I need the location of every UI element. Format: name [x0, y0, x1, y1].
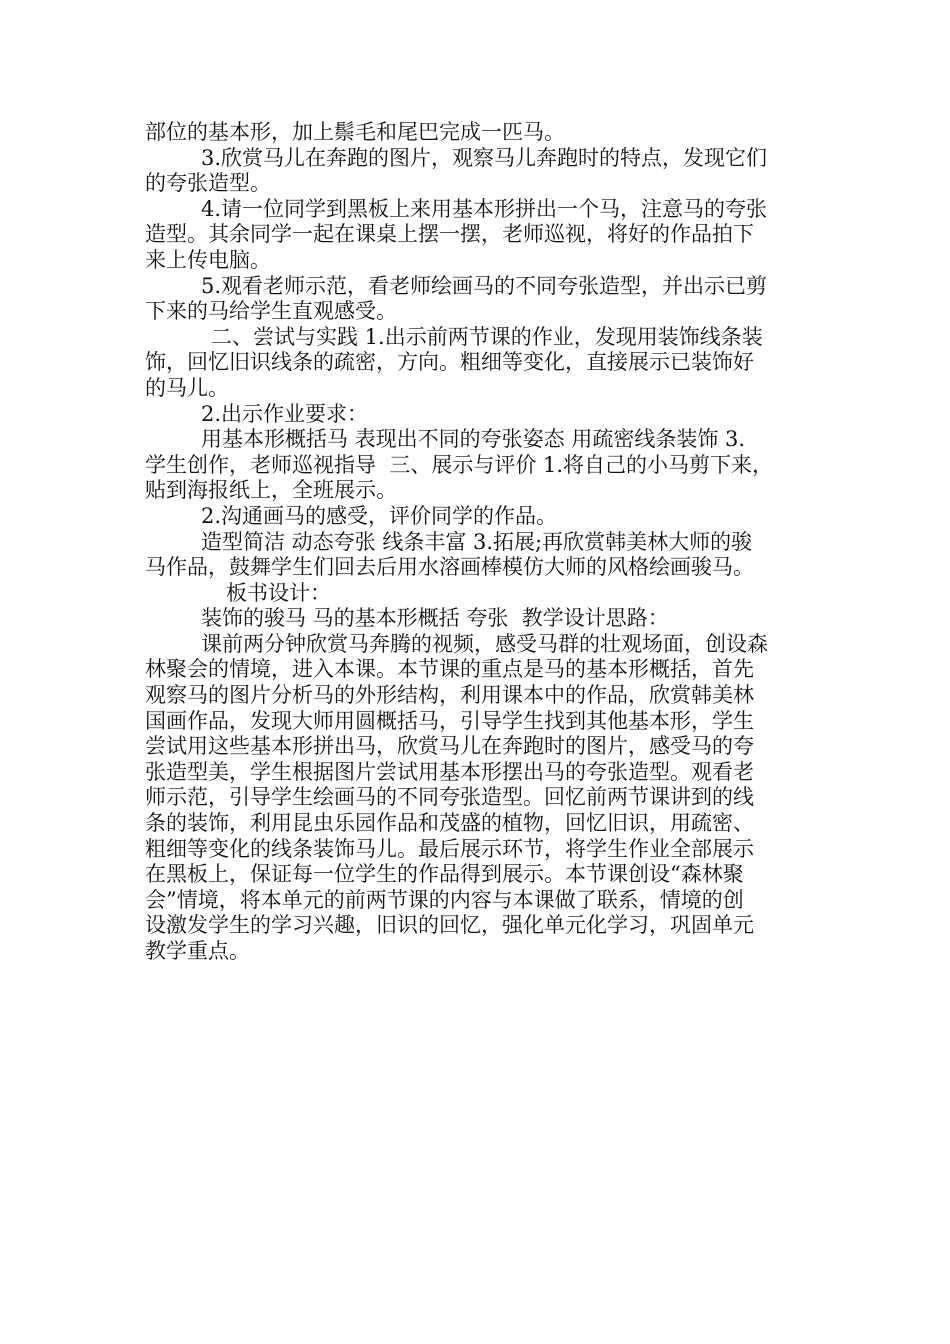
text-line: 张造型美，学生根据图片尝试用基本形摆出马的夸张造型。观看老	[145, 759, 754, 784]
document-body	[145, 120, 810, 965]
text-line: 2.沟通画马的感受，评价同学的作品。	[201, 503, 558, 528]
text-line: 设激发学生的学习兴趣，旧识的回忆，强化单元化学习，巩固单元	[145, 913, 754, 938]
text-line: 装饰的骏马 马的基本形概括 夸张 教学设计思路：	[201, 606, 669, 631]
text-line: 国画作品，发现大师用圆概括马，引导学生找到其他基本形，学生	[145, 708, 754, 733]
text-line: 部位的基本形，加上鬃毛和尾巴完成一匹马。	[145, 120, 565, 144]
text-line: 课前两分钟欣赏马奔腾的视频，感受马群的壮观场面，创设森	[201, 631, 768, 656]
text-line: 马作品，鼓舞学生们回去后用水溶画棒模仿大师的风格绘画骏马。	[145, 555, 754, 580]
text-line: 粗细等变化的线条装饰马儿。最后展示环节，将学生作业全部展示	[145, 836, 754, 861]
text-line: 的马儿。	[145, 375, 229, 400]
text-line: 学生创作，老师巡视指导 三、展示与评价 1.将自己的小马剪下来，	[145, 452, 774, 477]
text-line: 的夸张造型。	[145, 171, 271, 196]
text-line: 师示范，引导学生绘画马的不同夸张造型。回忆前两节课讲到的线	[145, 785, 754, 810]
text-line: 二、尝试与实践 1.出示前两节课的作业，发现用装饰线条装	[211, 324, 763, 349]
text-line: 造型。其余同学一起在课桌上摆一摆，老师巡视，将好的作品拍下	[145, 222, 754, 247]
text-line: 条的装饰，利用昆虫乐园作品和茂盛的植物，回忆旧识，用疏密、	[145, 811, 754, 836]
text-line: 4.请一位同学到黑板上来用基本形拼出一个马，注意马的夸张	[201, 196, 768, 221]
text-line: 下来的马给学生直观感受。	[145, 299, 397, 324]
text-line: 3.欣赏马儿在奔跑的图片，观察马儿奔跑时的特点，发现它们	[201, 145, 768, 170]
text-line: 会”情境，将本单元的前两节课的内容与本课做了联系，情境的创	[145, 887, 744, 912]
text-line: 用基本形概括马 表现出不同的夸张姿态 用疏密线条装饰 3.	[201, 427, 746, 452]
text-line: 教学重点。	[145, 939, 250, 963]
text-line: 5.观看老师示范，看老师绘画马的不同夸张造型，并出示已剪	[201, 273, 768, 298]
text-line: 2.出示作业要求：	[201, 401, 369, 426]
text-line: 在黑板上，保证每一位学生的作品得到展示。本节课创设“森林聚	[145, 862, 744, 887]
text-line: 造型简洁 动态夸张 线条丰富 3.拓展;再欣赏韩美林大师的骏	[201, 529, 753, 554]
text-line: 来上传电脑。	[145, 247, 271, 272]
text-line: 尝试用这些基本形拼出马，欣赏马儿在奔跑时的图片，感受马的夸	[145, 734, 754, 759]
text-line: 贴到海报纸上，全班展示。	[145, 478, 397, 503]
text-line: 板书设计：	[226, 580, 331, 605]
text-line: 观察马的图片分析马的外形结构，利用课本中的作品，欣赏韩美林	[145, 683, 754, 708]
text-line: 林聚会的情境，进入本课。本节课的重点是马的基本形概括，首先	[145, 657, 754, 682]
text-line: 饰，回忆旧识线条的疏密，方向。粗细等变化，直接展示已装饰好	[145, 350, 754, 375]
